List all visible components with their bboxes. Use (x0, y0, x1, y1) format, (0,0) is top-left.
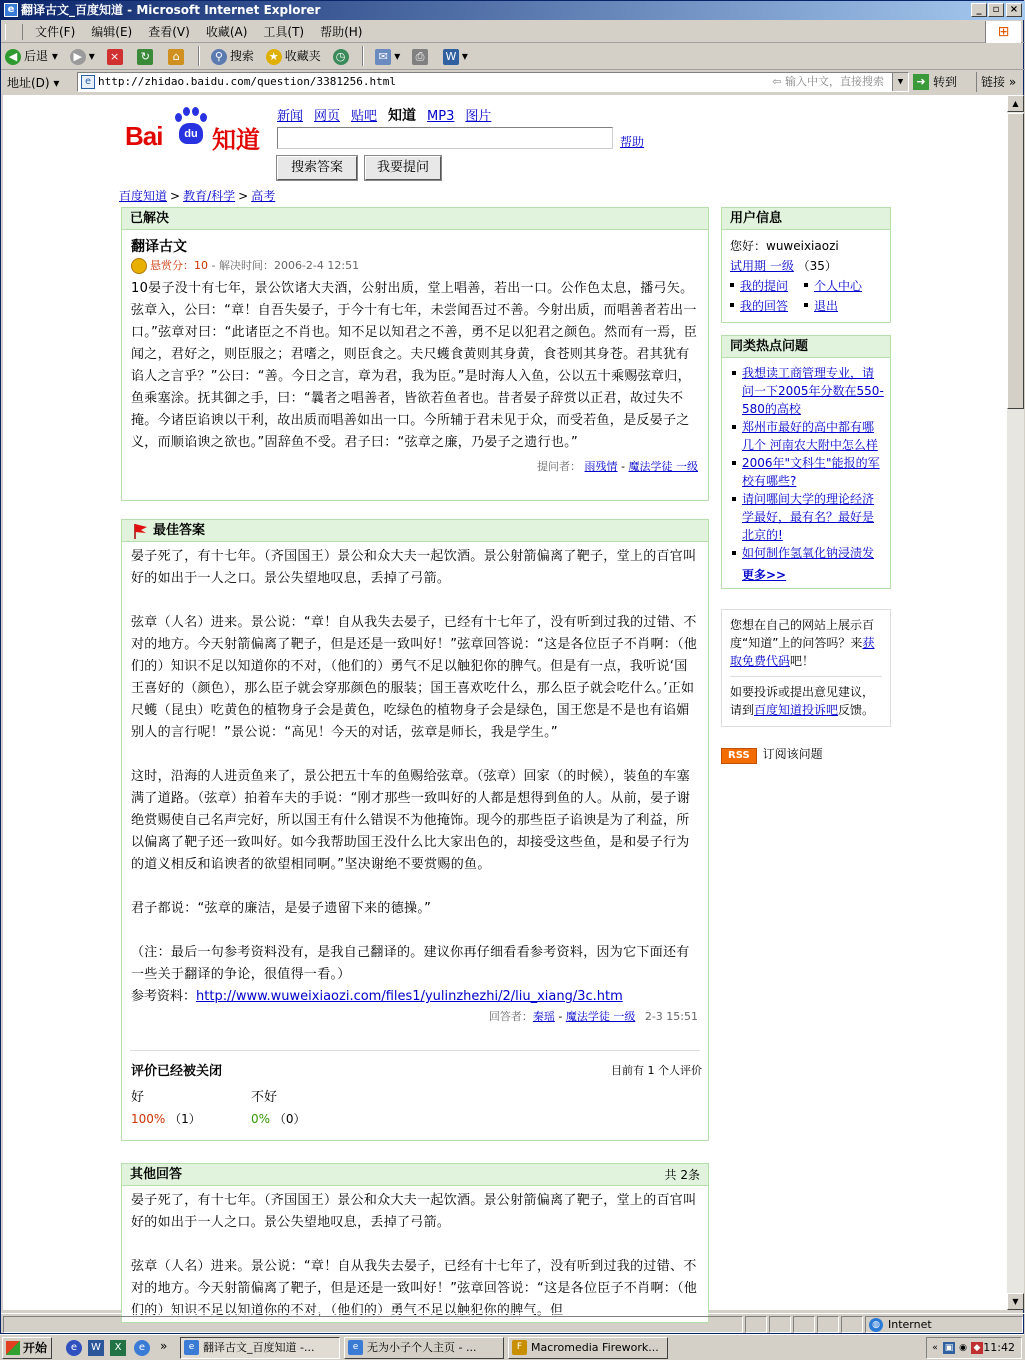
print-button[interactable] (408, 44, 435, 68)
user-points: （35） (797, 259, 837, 273)
asker-line: 提问者： 雨残情 - 魔法学徒 一级 (537, 460, 698, 473)
promo-code-text (730, 616, 882, 670)
reference-link[interactable]: http://www.wuweixiaozi.com/files1/yulinzhezhi/2/liu_xiang/3c.htm (196, 989, 623, 1004)
breadcrumb-sep: > (170, 189, 181, 203)
clock: 11:42 (983, 1341, 1015, 1354)
status-cell (769, 1316, 791, 1333)
logout-link[interactable]: 退出 (814, 299, 839, 313)
page-viewport (3, 95, 1007, 1318)
task-label: Macromedia Firework... (531, 1341, 659, 1354)
menu-bar (1, 21, 1025, 43)
red-flag-icon (132, 522, 150, 540)
answer-time: 2-3 15:51 (644, 1010, 698, 1023)
refresh-icon: ↻ (137, 49, 153, 65)
nav-images[interactable]: 图片 (465, 109, 492, 124)
promo-text-2: 如要投诉或提出意见建议，请到 (730, 685, 875, 717)
user-link-item (730, 276, 788, 296)
best-answer-p5: （注：最后一句参考资料没有，是我自己翻译的。建议你再仔细看看参考资料，因为它下面还有一些关于翻译的争论，很值得一看。） (131, 945, 690, 982)
logo-bai: Bai (125, 121, 163, 151)
user-info-heading: 用户信息 (722, 208, 890, 230)
baidu-zhidao-logo[interactable] (125, 107, 265, 154)
rating-good-label: 好 (131, 1090, 145, 1105)
other-answers-count: 共 2条 (664, 1168, 700, 1182)
stop-button[interactable] (103, 44, 130, 68)
reward-label: 悬赏分：10 (150, 259, 208, 272)
complaint-link[interactable]: 百度知道投诉吧 (754, 703, 839, 717)
zone-label: Internet (888, 1318, 932, 1331)
mail-button[interactable]: ✉ ▾ (371, 44, 404, 68)
security-zone (865, 1316, 1023, 1333)
user-link-item (730, 296, 788, 316)
ask-question-button[interactable]: 我要提问 (365, 156, 441, 180)
logo-zhidao: 知道 (212, 126, 260, 154)
quicklaunch-more[interactable]: » (160, 1339, 168, 1353)
taskbar (0, 1334, 1024, 1360)
rating-count: 目前有 1 个人评价 (611, 1064, 702, 1077)
best-answer-panel (121, 519, 709, 1141)
forward-button[interactable]: ▶ ▾ (66, 44, 99, 68)
search-input[interactable] (277, 127, 613, 149)
user-links (730, 276, 882, 316)
hot-question-item (732, 364, 884, 418)
paw-toe (175, 113, 182, 122)
excel-quicklaunch-icon[interactable]: X (110, 1340, 126, 1356)
asker-name-link[interactable]: 雨残情 (584, 460, 618, 473)
tray-expand-icon[interactable]: « (932, 1343, 938, 1353)
back-button[interactable]: ◀ 后退 ▾ (1, 44, 62, 68)
window-title: 翻译古文_百度知道 - Microsoft Internet Explorer (21, 3, 321, 17)
address-hint: ⇦ 输入中文，直接搜索 (772, 75, 884, 88)
favorites-button[interactable] (262, 44, 325, 68)
status-cell (745, 1316, 767, 1333)
menu-tools[interactable]: 工具(T) (263, 25, 305, 39)
search-button[interactable] (207, 44, 258, 68)
task-ie-homepage[interactable] (344, 1337, 504, 1359)
asker-label: 提问者： (537, 460, 582, 473)
home-icon: ⌂ (168, 49, 184, 65)
history-button[interactable] (329, 44, 356, 68)
hot-question-item (732, 544, 884, 562)
go-button[interactable] (911, 72, 957, 92)
breadcrumb-subcategory[interactable]: 高考 (251, 189, 276, 203)
ie-quicklaunch-icon[interactable]: e (66, 1340, 82, 1356)
promo-text-1: 您想在自己的网站上展示百度“知道”上的问答吗？来 (730, 618, 875, 650)
task-label: 无为小子个人主页 - ... (367, 1341, 477, 1354)
print-icon: ⎙ (412, 49, 428, 65)
breadcrumb-category[interactable]: 教育/科学 (183, 189, 236, 203)
go-label: 转到 (933, 75, 958, 89)
task-label: 翻译古文_百度知道 -... (203, 1341, 315, 1354)
other-answer-p2: 弦章（人名）进来。景公说：“章！自从我失去晏子，已经有十七年了，没有听到过我的过错、不对的地方。今天射箭偏离了靶子，但是还是一致叫好！”弦章回答说：“这是各位臣子不肖啊：（他们的）知识不足以知道你的不对，（他们的）勇气不足以触犯你的脾气。但 (131, 1259, 698, 1318)
answerer-line: 回答者：秦瑶 - 魔法学徒 一级 2-3 15:51 (488, 1010, 698, 1023)
promo-text-2b: 反馈。 (838, 703, 875, 717)
hot-questions-heading: 同类热点问题 (722, 336, 890, 358)
globe-icon: ◍ (869, 1318, 883, 1332)
hot-question-link[interactable]: 我想读工商管理专业，请问一下2005年分数在550-580的高校 (742, 366, 884, 416)
logo-du: du (179, 123, 203, 144)
history-icon: ◷ (333, 49, 349, 65)
resolved-time: - 解决时间：2006-2-4 12:51 (208, 259, 360, 272)
get-free-code-link[interactable]: 获取免费代码 (730, 636, 875, 668)
menu-grip (5, 24, 23, 40)
refresh-button[interactable] (133, 44, 160, 68)
scroll-up-button[interactable]: ▲ (1007, 95, 1024, 112)
status-cell (817, 1316, 839, 1333)
system-tray (926, 1337, 1022, 1359)
nav-zhidao: 知道 (388, 108, 417, 124)
hot-more-link[interactable]: 更多>> (742, 568, 787, 582)
forward-arrow-icon: ▶ (70, 49, 86, 65)
address-label-text: 地址(D) (7, 76, 50, 90)
ie-task-icon: e (348, 1340, 363, 1355)
hot-questions-panel (721, 335, 891, 589)
nav-tieba[interactable]: 贴吧 (351, 109, 378, 124)
star-icon: ★ (266, 49, 282, 65)
help-link[interactable]: 帮助 (620, 135, 645, 149)
start-button[interactable] (2, 1337, 52, 1359)
minimize-button[interactable]: _ (971, 3, 987, 17)
hot-question-link[interactable]: 郑州市最好的高中都有哪几个 河南农大附中怎么样 (742, 420, 878, 452)
rating-bad-label: 不好 (251, 1090, 278, 1105)
rating-title: 评价已经被关闭 (131, 1064, 223, 1079)
search-label: 搜索 (229, 49, 254, 63)
paw-toe (183, 107, 190, 116)
my-questions-link[interactable]: 我的提问 (740, 279, 789, 293)
status-text (3, 1316, 743, 1333)
breadcrumb-home[interactable]: 百度知道 (119, 189, 168, 203)
toolbar-separator (198, 46, 200, 66)
user-info-panel (721, 207, 891, 323)
other-answers-header (122, 1164, 708, 1186)
address-hint-text: 输入中文，直接搜索 (785, 75, 884, 88)
reference-line (131, 986, 700, 1008)
menu-favorites[interactable]: 收藏(A) (205, 25, 248, 39)
breadcrumb (119, 187, 275, 204)
rating-bad-result (251, 1110, 306, 1127)
menu-file[interactable]: 文件(F) (35, 25, 76, 39)
nav-web[interactable]: 网页 (314, 109, 341, 124)
best-answer-p1: 晏子死了，有十七年。（齐国国王）景公和众大夫一起饮酒。景公射箭偏离了靶子，堂上的百官叫好的如出于一人之口。景公失望地叹息，丢掉了弓箭。 (131, 549, 697, 586)
start-label: 开始 (23, 1341, 48, 1355)
paw-toe (200, 113, 207, 122)
volume-icon[interactable]: ◉ (959, 1343, 967, 1353)
my-answers-link[interactable]: 我的回答 (740, 299, 789, 313)
rating-good-result (131, 1110, 201, 1127)
answerer-rank-link[interactable]: 魔法学徒 一级 (565, 1010, 636, 1023)
user-level-link[interactable]: 试用期 一级 (730, 259, 794, 273)
start-logo-icon (6, 1341, 20, 1355)
status-cell (841, 1316, 863, 1333)
ie-task-icon: e (184, 1340, 199, 1355)
rating-good-value: 100% (131, 1112, 166, 1126)
address-input[interactable] (77, 72, 909, 92)
coin-icon (131, 258, 147, 274)
menu-view[interactable]: 查看(V) (148, 25, 190, 39)
network-icon[interactable]: ▣ (944, 1343, 954, 1353)
go-arrow-icon: ➜ (913, 74, 929, 90)
close-button[interactable]: × (1006, 3, 1022, 17)
question-body: 10晏子没十有七年，景公饮诸大夫酒，公射出质，堂上唱善，若出一口。公作色太息，播弓矢。弦章入，公曰：“章！自吾失晏子，于今十有七年，未尝闻吾过不善。今射出质，而唱善者若出一口。”弦章对曰：“此诸臣之不肖也。知不足以知君之不善，勇不足以犯君之颜色。然而有一焉，臣闻之，君好之，则臣服之；君嗜之，则臣食之。夫尺蠖食黄则其身黄，食苍则其身苍。君其犹有谄人之言乎？”公曰：“善。今日之言，章为君，我为臣。”是时海人入鱼，公以五十乘赐弦章归，鱼乘塞涂。抚其御之手，曰：“曩者之唱善者，皆欲若鱼者也。昔者晏子辞赏以正君，故过失不掩。今诸臣谄谀以干利，故出质而唱善如出一口。今所辅于君未见于众，而受若鱼，是反晏子之义，而顺谄谀之欲也。”固辞鱼不受。君子曰：“弦章之廉，乃晏子之遗行也。” (131, 281, 698, 450)
back-label: 后退 (24, 49, 49, 63)
vertical-scrollbar[interactable] (1007, 95, 1024, 1310)
hot-question-item (732, 454, 884, 490)
status-bar (1, 1313, 1025, 1333)
question-meta (131, 258, 700, 274)
rating-good-count: （1） (169, 1112, 201, 1126)
user-link-item (804, 276, 862, 296)
rss-icon: RSS (721, 748, 757, 764)
standard-toolbar (1, 44, 1025, 70)
task-fireworks[interactable] (508, 1337, 668, 1359)
user-center-link[interactable]: 个人中心 (814, 279, 863, 293)
other-answers-panel (121, 1163, 709, 1323)
search-icon: ⚲ (211, 49, 227, 65)
page-icon: e (81, 75, 95, 89)
rss-label: 订阅该问题 (762, 747, 823, 761)
paw-toe (192, 107, 199, 116)
menu-help[interactable]: 帮助(H) (320, 25, 363, 39)
links-label: 链接 (981, 75, 1006, 89)
word-icon: W (443, 49, 459, 65)
hot-question-item (732, 418, 884, 454)
mail-icon: ✉ (375, 49, 391, 65)
address-bar (1, 71, 1025, 93)
product-nav (277, 105, 502, 125)
rating-bad-value: 0% (251, 1112, 271, 1126)
rss-subscribe[interactable] (721, 747, 823, 764)
address-url: http://zhidao.baidu.com/question/3381256.html (98, 75, 397, 88)
question-title: 翻译古文 (131, 239, 187, 255)
address-dropdown-button[interactable]: ▼ (892, 73, 908, 91)
user-greeting: 您好：wuweixiaozi (730, 239, 839, 253)
scroll-thumb[interactable] (1007, 113, 1024, 409)
promo-panel (721, 609, 891, 727)
best-answer-heading: 最佳答案 (153, 523, 206, 538)
user-level-line (730, 256, 882, 276)
fireworks-task-icon: F (512, 1340, 527, 1355)
answerer-name-link[interactable]: 秦瑶 (532, 1010, 555, 1023)
answerer-label: 回答者： (488, 1010, 533, 1023)
search-answers-button[interactable]: 搜索答案 (277, 156, 357, 180)
promo-complaint-text (730, 683, 882, 719)
tray-app-icon[interactable]: ◆ (971, 1342, 983, 1354)
hot-question-link[interactable]: 2006年"文科生"能报的军校有哪些? (742, 456, 880, 488)
other-answers-heading: 其他回答 (130, 1167, 183, 1182)
hot-question-link[interactable]: 如何制作氢氧化钠浸渍发 (742, 546, 875, 560)
stop-icon: × (107, 49, 123, 65)
back-arrow-icon: ◀ (5, 49, 21, 65)
home-button[interactable] (164, 44, 191, 68)
scroll-down-button[interactable]: ▼ (1007, 1293, 1024, 1310)
address-label: 地址(D) ▾ (7, 76, 60, 90)
reference-label: 参考资料： (131, 989, 197, 1004)
asker-rank-link[interactable]: 魔法学徒 一级 (628, 460, 698, 473)
maximize-button[interactable]: ▫ (988, 3, 1004, 17)
best-answer-header (122, 520, 708, 542)
other-answer-p1: 晏子死了，有十七年。（齐国国王）景公和众大夫一起饮酒。景公射箭偏离了靶子，堂上的百官叫好的如出于一人之口。景公失望地叹息，丢掉了弓箭。 (131, 1193, 697, 1230)
word-quicklaunch-icon[interactable]: W (88, 1340, 104, 1356)
question-status: 已解决 (122, 208, 708, 230)
paw-icon (173, 107, 207, 145)
nav-news[interactable]: 新闻 (277, 109, 304, 124)
windows-logo-icon: ⊞ (985, 21, 1021, 43)
user-link-item (804, 296, 862, 316)
question-panel (121, 207, 709, 501)
links-button[interactable]: 链接 » (976, 72, 1016, 92)
nav-mp3[interactable]: MP3 (427, 109, 455, 124)
toolbar-separator (362, 46, 364, 66)
title-bar[interactable] (1, 1, 1025, 20)
best-answer-p2: 弦章（人名）进来。景公说：“章！自从我失去晏子，已经有十七年了，没有听到过我的过错、不对的地方。今天射箭偏离了靶子，但是还是一致叫好！”弦章回答说：“这是各位臣子不肖啊：（他们的）知识不足以知道你的不对，（他们的）勇气不足以触犯你的脾气。但是有一点，我听说‘国王喜好的（颜色），那么臣子就会穿那颜色的服装；国王喜欢吃什么，那么臣子就会吃什么。’正如尺蠖（昆虫）吃黄色的植物身子会是黄色，吃绿色的植物身子会是绿色，国王您是不是也有谄媚别人的言行呢！”景公说：“高见！今天的对话，弦章是师长，我是学生。” (131, 615, 698, 740)
ie-icon: e (4, 3, 18, 17)
favorites-label: 收藏夹 (284, 49, 321, 63)
menu-edit[interactable]: 编辑(E) (91, 25, 133, 39)
rating-bad-count: （0） (273, 1112, 306, 1126)
edit-button[interactable]: W ▾ (439, 44, 472, 68)
status-cell (793, 1316, 815, 1333)
hot-question-link[interactable]: 请问哪间大学的理论经济学最好，最有名？最好是北京的! (742, 492, 875, 542)
task-ie-zhidao[interactable] (180, 1337, 340, 1359)
rating-divider (130, 1050, 700, 1051)
ie2-quicklaunch-icon[interactable]: e (134, 1340, 150, 1356)
best-answer-p4: 君子都说：“弦章的廉洁，是晏子遗留下来的德操。” (131, 901, 432, 916)
hot-question-item (732, 490, 884, 544)
best-answer-p3: 这时，沿海的人进贡鱼来了，景公把五十车的鱼赐给弦章。（弦章）回家（的时候），装鱼的车塞满了道路。（弦章）拍着车夫的手说：“刚才那些一致叫好的人都是想得到鱼的人。从前，晏子谢绝赏赐使自己名声完好，所以国王有什么错误不为他掩饰。现今的那些臣子谄谀是为了利益，所以偏离了靶子还一致叫好。如今我帮助国王没什么比大家出色的，却接受这些鱼，是和晏子行为的道义相反和谄谀者的欲望相同啊。”坚决谢绝不要赏赐的鱼。 (131, 769, 691, 872)
promo-text-1b: 吧！ (790, 654, 815, 668)
breadcrumb-sep: > (238, 189, 249, 203)
promo-divider (730, 676, 882, 677)
